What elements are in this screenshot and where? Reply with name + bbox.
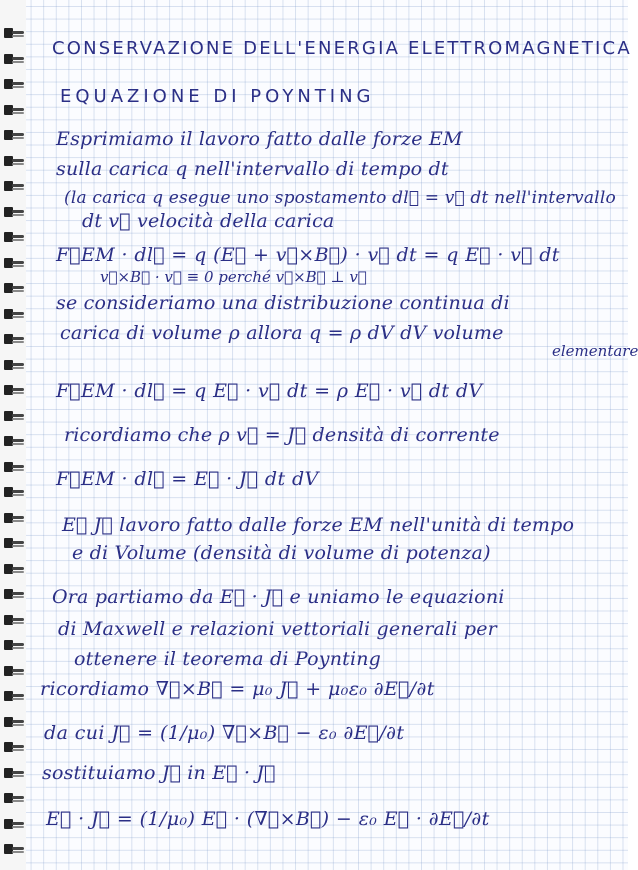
spiral-binding [0,0,26,870]
binding-ring [3,615,23,626]
note-line-16: ottenere il teorema di Poynting [74,648,382,670]
binding-ring [3,768,23,779]
equation-volume-work: F⃗EM · dl⃗ = q E⃗ · v⃗ dt = ρ E⃗ · v⃗ dt dV [56,380,483,402]
note-line-15: di Maxwell e relazioni vettoriali generali per [58,618,497,640]
binding-ring [3,691,23,702]
title-poynting: EQUAZIONE DI POYNTING [60,86,375,107]
binding-ring [3,258,23,269]
equation-j-solved: da cui J⃗ = (1/μ₀) ∇⃗×B⃗ − ε₀ ∂E⃗/∂t [44,722,405,744]
note-line-13: e di Volume (densità di volume di potenza) [72,542,491,564]
note-line-12: E⃗ J⃗ lavoro fatto dalle forze EM nell'unità di tempo [62,514,575,536]
equation-maxwell-ampere: ricordiamo ∇⃗×B⃗ = μ₀ J⃗ + μ₀ε₀ ∂E⃗/∂t [40,678,435,700]
binding-ring [3,462,23,473]
note-line-8b: elementare [552,342,638,360]
note-line-8: carica di volume ρ allora q = ρ dV dV volume [60,322,504,344]
binding-ring [3,793,23,804]
binding-ring [3,130,23,141]
binding-ring [3,360,23,371]
binding-ring [3,666,23,677]
note-line-6: v⃗×B⃗ · v⃗ ≡ 0 perché v⃗×B⃗ ⊥ v⃗ [100,268,367,286]
binding-ring [3,487,23,498]
title-conservazione: CONSERVAZIONE DELL'ENERGIA ELETTROMAGNETICA [52,38,632,59]
binding-ring [3,436,23,447]
equation-ej-expanded: E⃗ · J⃗ = (1/μ₀) E⃗ · (∇⃗×B⃗) − ε₀ E⃗ · ∂E⃗/∂t [46,808,490,830]
equation-force-work: F⃗EM · dl⃗ = q (E⃗ + v⃗×B⃗) · v⃗ dt = q E⃗ · v⃗ dt [56,244,560,266]
note-line-7: se consideriamo una distribuzione continua di [56,292,510,314]
binding-ring [3,207,23,218]
note-line-3: (la carica q esegue uno spostamento dl⃗ = v⃗ dt nell'intervallo [64,188,616,208]
binding-ring [3,717,23,728]
binding-ring [3,28,23,39]
binding-ring [3,513,23,524]
binding-ring [3,232,23,243]
binding-ring [3,640,23,651]
binding-ring [3,742,23,753]
binding-ring [3,334,23,345]
equation-ej: F⃗EM · dl⃗ = E⃗ · J⃗ dt dV [56,468,319,490]
binding-ring [3,309,23,320]
binding-ring [3,589,23,600]
binding-ring [3,54,23,65]
note-line-19: sostituiamo J⃗ in E⃗ · J⃗ [42,762,276,784]
binding-ring [3,819,23,830]
binding-ring [3,411,23,422]
binding-ring [3,283,23,294]
note-line-1: Esprimiamo il lavoro fatto dalle forze EM [56,128,463,150]
note-line-4: dt v⃗ velocità della carica [82,210,335,232]
binding-ring [3,181,23,192]
binding-ring [3,844,23,855]
binding-ring [3,79,23,90]
note-line-10: ricordiamo che ρ v⃗ = J⃗ densità di corrente [64,424,500,446]
note-line-14: Ora partiamo da E⃗ · J⃗ e uniamo le equazioni [52,586,505,608]
note-line-2: sulla carica q nell'intervallo di tempo dt [56,158,449,180]
binding-ring [3,105,23,116]
binding-ring [3,156,23,167]
binding-ring [3,564,23,575]
binding-ring [3,538,23,549]
binding-ring [3,385,23,396]
